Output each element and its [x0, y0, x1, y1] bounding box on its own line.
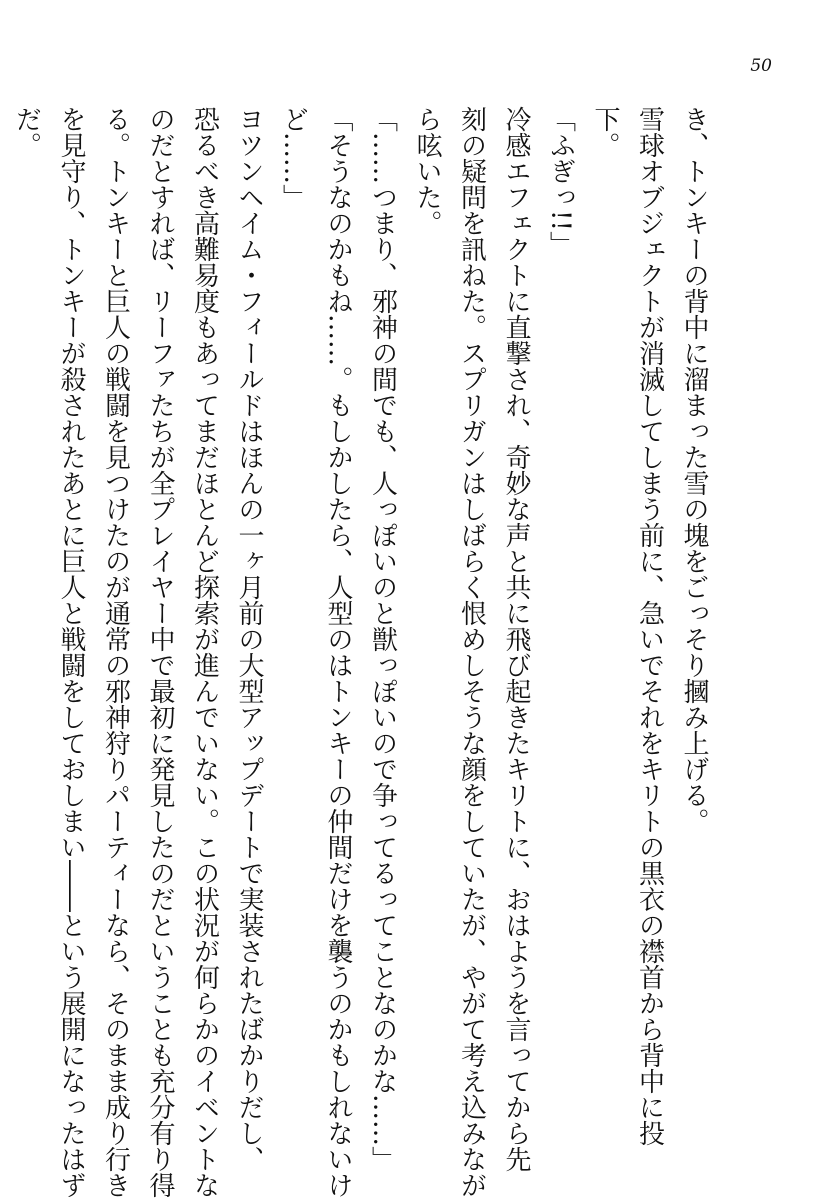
- text-line: き、トンキーの背中に溜まった雪の塊をごっそり摑み上げる。: [679, 106, 709, 834]
- text-line: ら呟いた。: [412, 106, 442, 236]
- text-line: 刻の疑問を訊ねた。スプリガンはしばらく恨めしそうな顔をしていたが、やがて考え込みなが: [456, 106, 487, 1198]
- text-line: 「そうなのかもね……。もしかしたら、人型のはトンキーの仲間だけを襲うのかもしれないけ: [323, 106, 353, 1198]
- page-number: 50: [750, 56, 772, 76]
- text-line: を見守り、トンキーが殺されたあとに巨人と戦闘をしておしまい――という展開になったはず: [56, 106, 86, 1198]
- text-line: のだとすれば、リーファたちが全プレイヤー中で最初に発見したのだということも充分有り得: [145, 106, 175, 1198]
- text-line: 雪球オブジェクトが消滅してしまう前に、急いでそれをキリトの黒衣の襟首から背中に投: [634, 106, 665, 1146]
- text-line: 「……つまり、邪神の間でも、人っぽいのと獣っぽいので争ってるってことなのかな……」: [367, 106, 398, 1172]
- body-text: [11, 106, 716, 1198]
- text-line: 恐るべき高難易度もあってまだほとんど探索が進んでいない。この状況が何らかのイベントな: [189, 106, 220, 1198]
- text-line: 冷感エフェクトに直撃され、奇妙な声と共に飛び起きたキリトに、おはようを言ってから先: [501, 106, 531, 1172]
- text-line: 下。: [590, 106, 620, 158]
- text-line: ど……」: [278, 106, 309, 210]
- text-line: だ。: [11, 106, 42, 158]
- text-line: [0, 106, 4, 1166]
- text-line: ヨツンヘイム・フィールドはほんの一ヶ月前の大型アップデートで実装されたばかりだし、: [234, 106, 264, 1172]
- text-line: る。トンキーと巨人の戦闘を見つけたのが通常の邪神狩りパーティーなら、そのまま成り行き: [100, 106, 131, 1198]
- text-line: 「ふぎっ!!」: [545, 106, 576, 257]
